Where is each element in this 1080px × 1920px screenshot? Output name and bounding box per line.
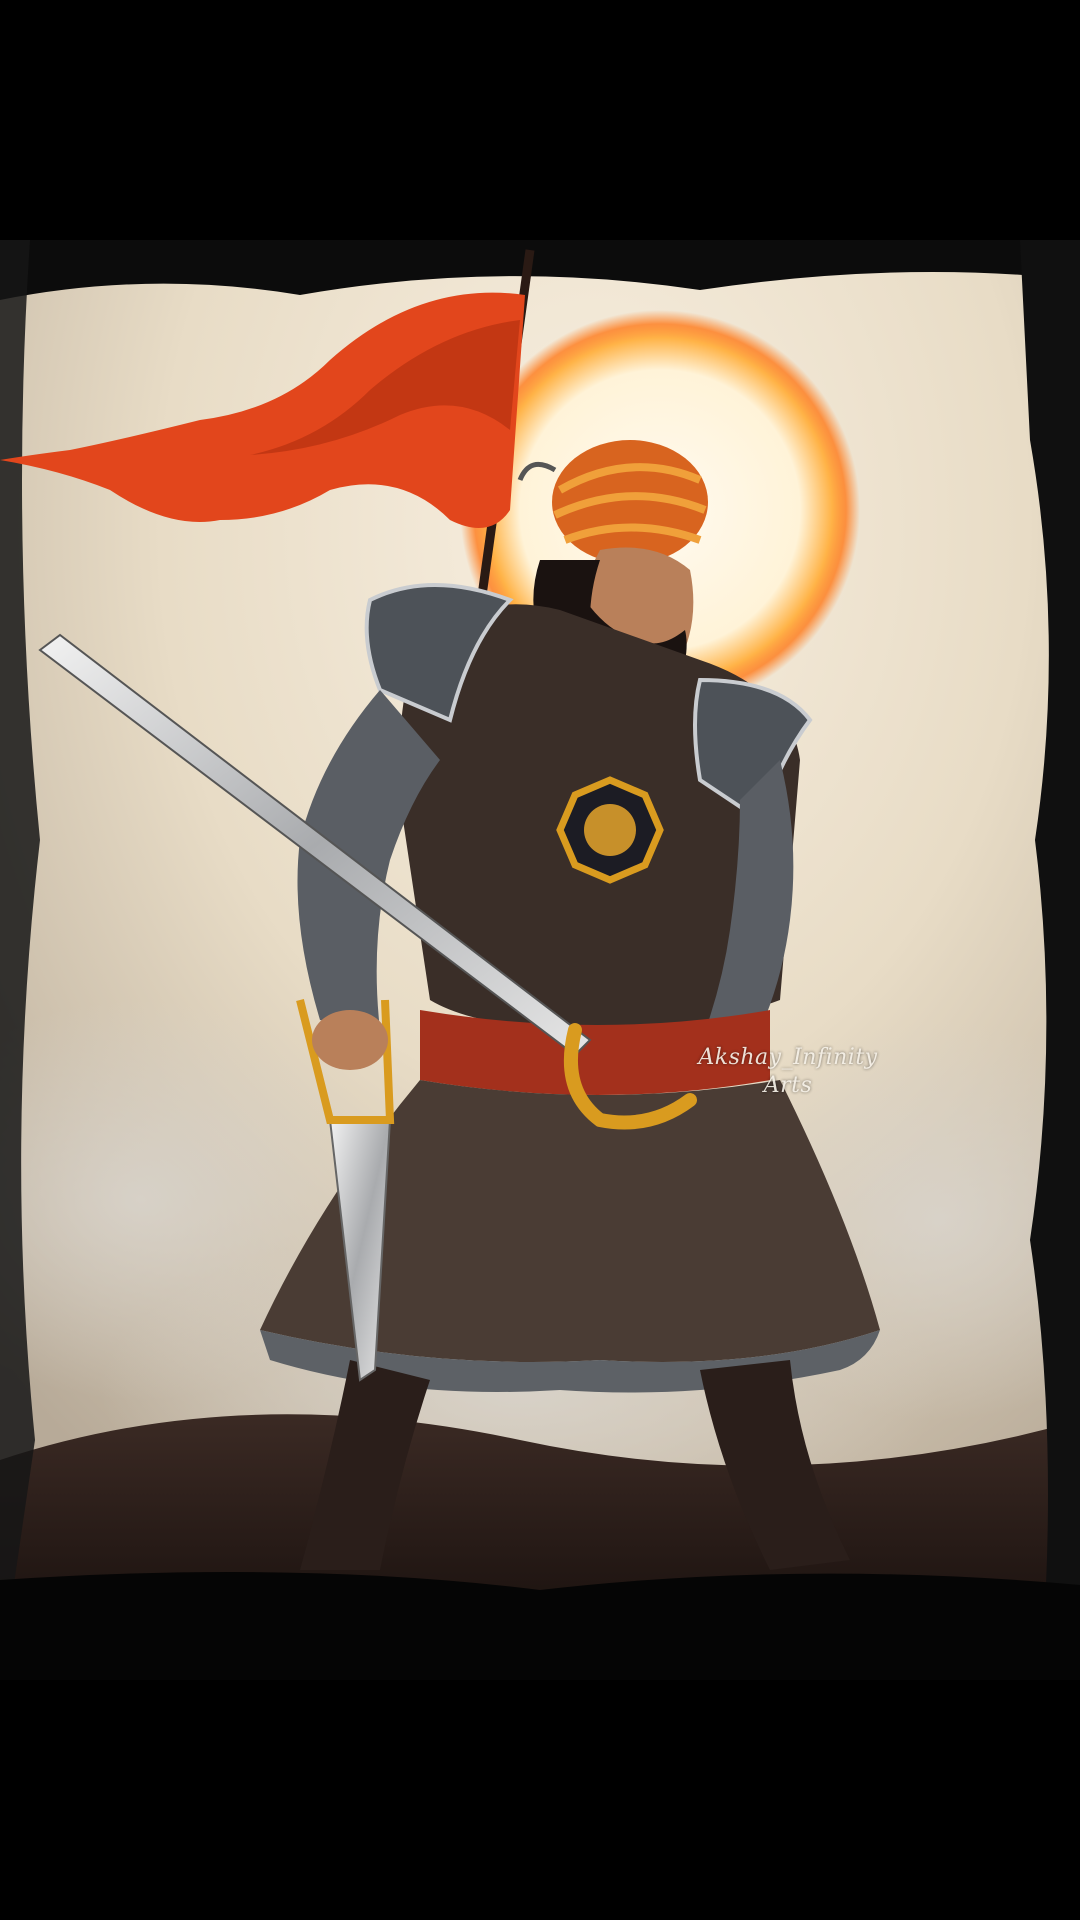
watermark-line-1: Akshay_Infinity (698, 1045, 878, 1070)
warrior-illustration (0, 240, 1080, 1680)
artist-watermark (688, 1044, 888, 1100)
artwork-image (0, 240, 1080, 1680)
watermark-line-2: Arts (763, 1073, 813, 1098)
